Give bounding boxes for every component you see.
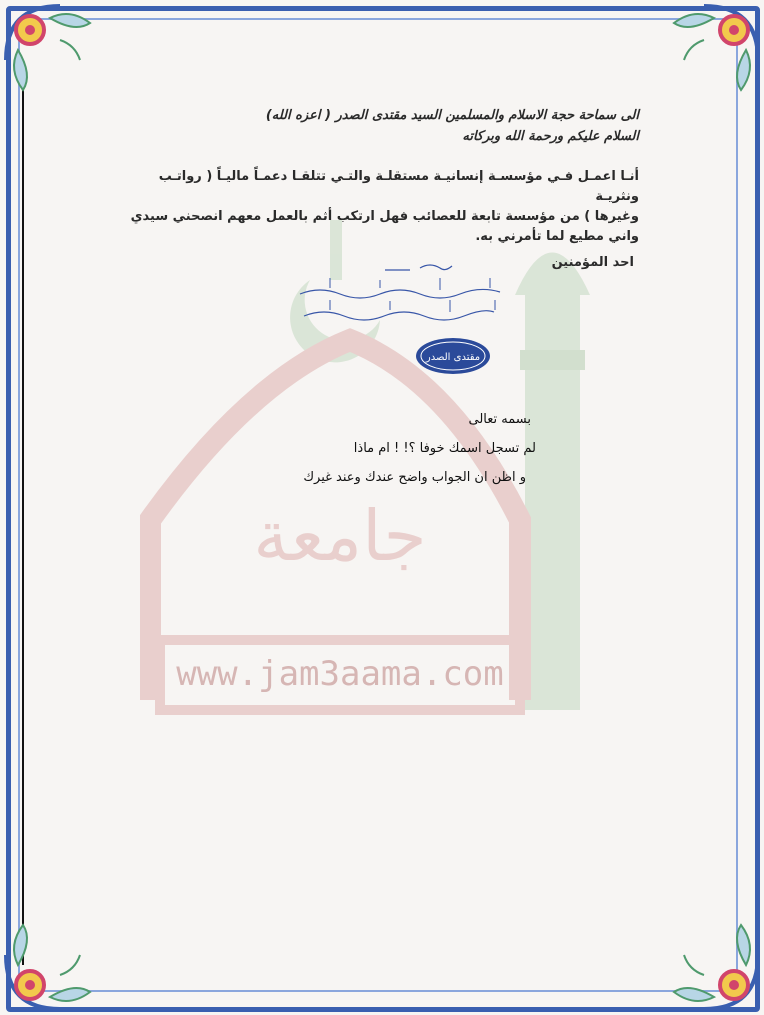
corner-ornament-bottom-right [644,895,764,1015]
salutation-line: الى سماحة حجة الاسلام والمسلمين السيد مقتدى الصدر ( اعزه الله) [265,108,639,123]
reply-line: لم تسجل اسمك خوفا ؟! ! ام ماذا [353,441,536,456]
reply-line: و اظن ان الجواب واضح عندك وعند غيرك [303,470,526,485]
salutation [119,105,639,147]
watermark-arabic: جامعة [253,495,427,577]
body-line: أنـا اعمـل فـي مؤسسـة إنسانيـة مستقلـة والتـي تتلقـا دعمـاً ماليـاً ( رواتـب ونثريـة [158,169,639,204]
official-seal [414,336,492,376]
left-binding-line [22,60,24,965]
corner-ornament-top-left [0,0,120,120]
handwritten-note [290,258,530,338]
body-line: وغيرها ) من مؤسسة تابعة للعصائب فهل ارتكب أثم بالعمل معهم انصحني سيدي [130,209,639,224]
greeting-line: السلام عليكم ورحمة الله وبركاته [462,129,639,144]
seal-text: مقتدى الصدر [425,352,481,363]
reply-heading: بسمه تعالى [468,412,531,427]
watermark-url: www.jam3aama.com [176,654,504,694]
corner-ornament-top-right [644,0,764,120]
corner-ornament-bottom-left [0,895,120,1015]
reply-text [116,405,536,492]
letter-signature: احد المؤمنين [551,255,634,270]
letter-body [129,167,639,247]
body-line: واني مطيع لما تأمرني به. [475,229,639,244]
